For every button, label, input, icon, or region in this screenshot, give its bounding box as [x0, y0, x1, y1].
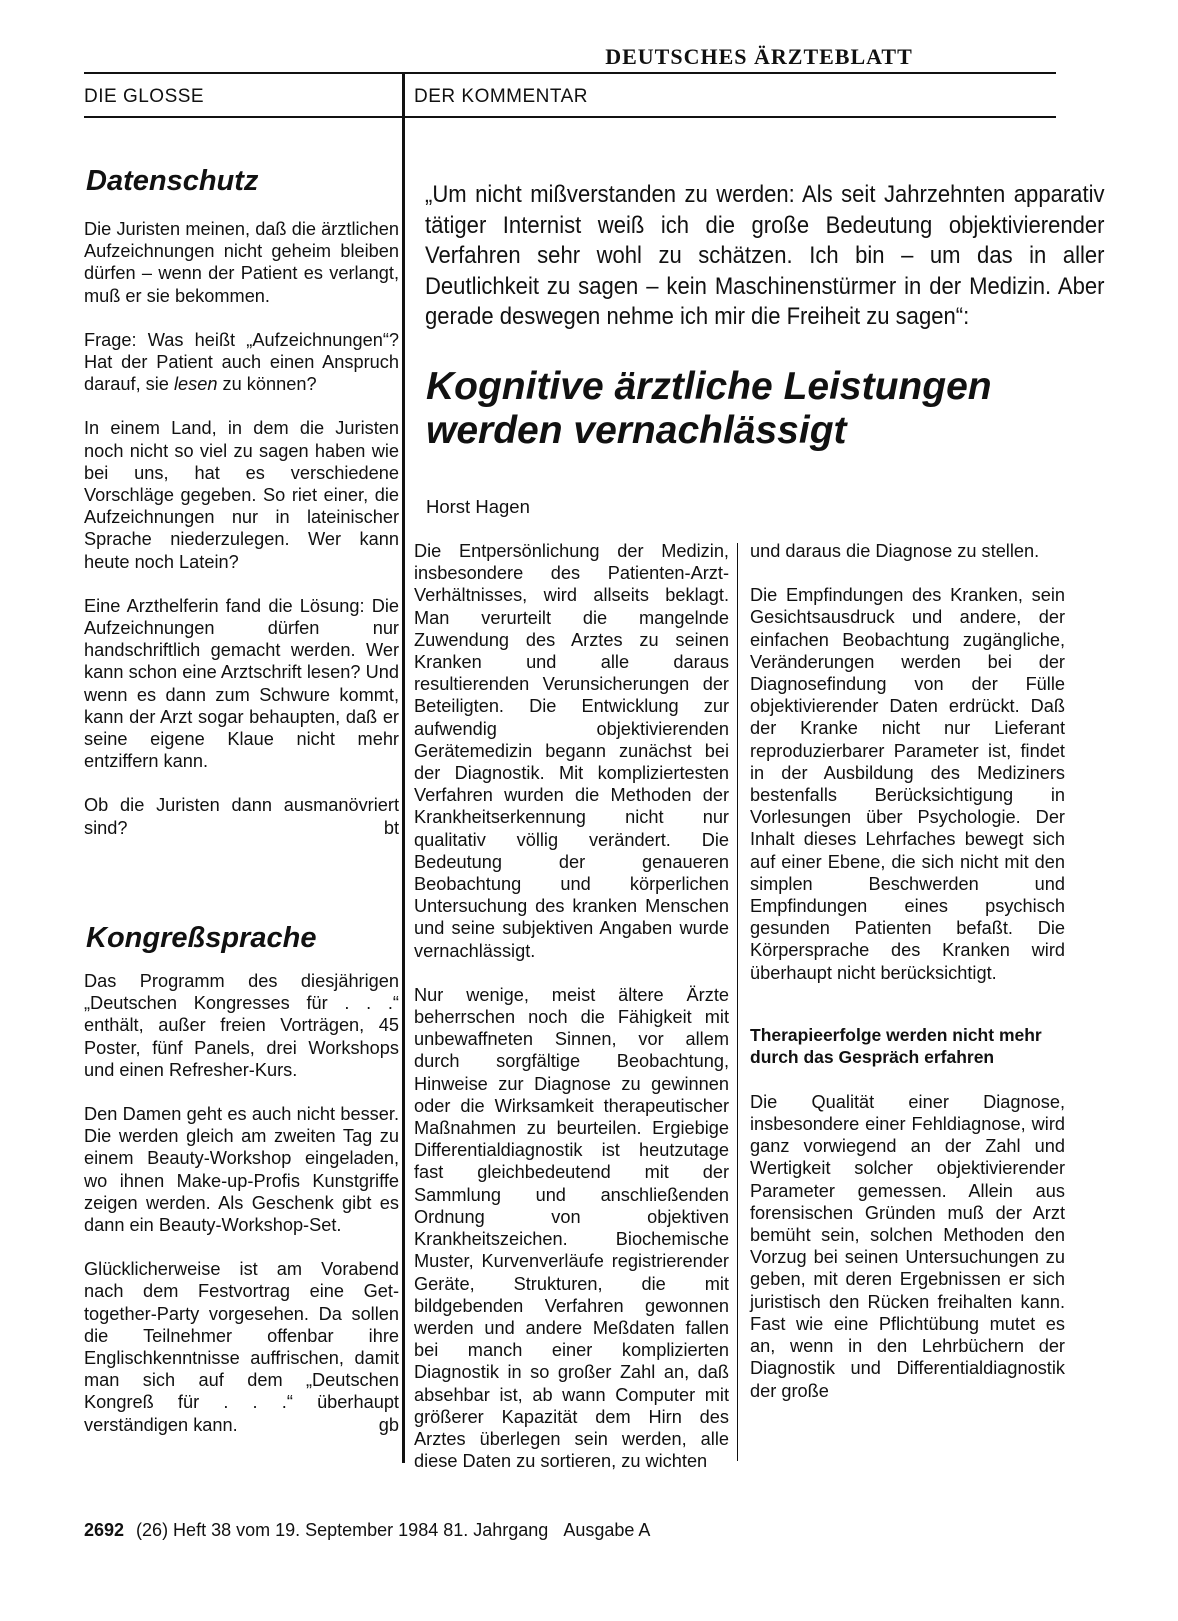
kommentar-column-2-paragraph-3: Die Qualität einer Diagnose, insbesondere einer Fehldiagnose, wird ganz vorwiegend an der Zahl und Wertigkeit solcher objektivierender Parameter gemessen. Allein aus forensischen Gründen muß der Arzt bemüht sein, solchen Methoden den Vorzug bei seinen Untersuchungen zu geben, mit deren Ergebnissen er sich juristisch den Rücken freihalten kann. Fast wie eine Pflichtübung mutet es an, wenn in den Lehrbüchern der Diagnostik und Differentialdiagnostik der große	[750, 1091, 1065, 1401]
datenschutz-paragraph-5-text: Ob die Juristen dann ausmanövriert sind?	[84, 795, 399, 838]
kongress-paragraph-2: Den Damen geht es auch nicht besser. Die werden gleich am zweiten Tag zu einem Beauty-Workshop eingeladen, wo ihnen Make-up-Profis Kunstgriffe zeigen werden. Als Geschenk gibt es dann ein Beauty-Workshop-Set.	[84, 1104, 399, 1236]
kongress-paragraph-3	[84, 1258, 399, 1436]
kongress-paragraph-3-text: Glücklicherweise ist am Vorabend nach dem Festvortrag eine Get-together-Party vorgesehen. Da sollen die Teilnehmer offenbar ihre Englischkenntnisse auffrischen, damit man sich auf dem „Deutschen Kongreß für . . .“ überhaupt verständigen kann.	[84, 1259, 399, 1435]
issue-info: (26) Heft 38 vom 19. September 1984 81. Jahrgang	[136, 1520, 549, 1540]
kommentar-title: Kognitive ärztliche Leistungen werden vernachlässigt	[426, 365, 992, 452]
kongress-body	[84, 970, 399, 1458]
page-footer	[84, 1520, 650, 1541]
masthead-rule	[84, 72, 1056, 74]
kommentar-column-2-paragraph-2: Die Empfindungen des Kranken, sein Gesichtsausdruck und andere, der einfachen Beobachtung zugängliche, Veränderungen werden bei der Diagnosefindung von der Fülle objektivierender Daten erdrückt. Daß der Kranke nicht nur Lieferant reproduzierbarer Parameter ist, findet in der Ausbildung des Mediziners bestenfalls Berücksichtigung in Vorlesungen über Psychologie. Der Inhalt dieses Lehrfaches bewegt sich auf einer Ebene, die sich nicht mit den simplen Beschwerden und Empfindungen eines psychisch gesunden Patienten befaßt. Die Körpersprache des Kranken wird überhaupt nicht berücksichtigt.	[750, 585, 1065, 983]
section-label-kommentar: DER KOMMENTAR	[414, 86, 588, 107]
datenschutz-emphasis: lesen	[173, 374, 218, 395]
section-label-glosse: DIE GLOSSE	[84, 86, 205, 107]
kommentar-column-2	[750, 540, 1065, 1424]
section-rule	[84, 116, 1056, 118]
datenschutz-paragraph-4: Eine Arzthelferin fand die Lösung: Die Aufzeichnungen dürfen nur handschriftlich gemacht werden. Wer kann schon eine Arztschrift lesen? Und wenn es dann zum Schwure kommt, kann der Arzt sogar behaupten, daß er seine eigene Klaue nicht mehr entziffern kann.	[84, 595, 399, 772]
kongress-paragraph-1: Das Programm des diesjährigen „Deutschen Kongresses für . . .“ enthält, außer freien Vorträgen, 45 Poster, fünf Panels, drei Workshops und einen Refresher-Kurs.	[84, 971, 399, 1080]
masthead: DEUTSCHES ÄRZTEBLATT	[605, 44, 913, 69]
datenschutz-body	[84, 218, 399, 861]
body-column-divider	[737, 543, 738, 1461]
kommentar-column-1-paragraph-1: Die Entpersönlichung der Medizin, insbesondere des Patienten-Arzt-Verhältnisses, wird allseits beklagt. Man verurteilt die mangelnde Zuwendung des Arztes zu seinen Kranken und alle daraus resultierenden Verunsicherungen der Beteiligten. Die Entwicklung zur aufwendig objektivierenden Gerätemedizin begann zunächst bei der Diagnostik. Mit kompliziertesten Verfahren wurden die Methoden der Krankheitserkennung nicht nur qualitativ völlig verändert. Die Bedeutung der genaueren Beobachtung und körperlichen Untersuchung des kranken Menschen und seine subjektiven Angaben wurde vernachlässigt.	[414, 541, 729, 961]
datenschutz-paragraph-3: In einem Land, in dem die Juristen noch nicht so viel zu sagen haben wie bei uns, hat es verschiedene Vorschläge gegeben. So riet einer, die Aufzeichnungen nur in lateinischer Sprache niederzulegen. Wer kann heute noch Latein?	[84, 418, 399, 572]
datenschutz-paragraph-1: Die Juristen meinen, daß die ärztlichen Aufzeichnungen nicht geheim bleiben dürfen – wenn der Patient es verlangt, muß er sie bekommen.	[84, 219, 399, 306]
datenschutz-paragraph-2	[84, 329, 399, 396]
datenschutz-paragraph-5	[84, 794, 399, 838]
kommentar-subhead: Therapieerfolge werden nicht mehr durch das Gespräch erfahren	[750, 1024, 1042, 1068]
kommentar-column-1-paragraph-2: Nur wenige, meist ältere Ärzte beherrschen noch die Fähigkeit mit unbewaffneten Sinnen, vor allem durch sorgfältige Beobachtung, Hinweise zur Diagnose zu gewinnen oder die Wirksamkeit therapeutischer Maßnahmen zu beurteilen. Ergiebige Differentialdiagnostik ist heutzutage fast gleichbedeutend mit der Sammlung und anschließenden Ordnung von objektiven Krankheitszeichen. Biochemische Muster, Kurvenverläufe registrierender Geräte, Strukturen, die mit bildgebenden Verfahren gewonnen werden und andere Meßdaten fallen bei manch einer komplizierten Diagnostik in so großer Zahl an, daß absehbar ist, ab wann Computer mit größerer Kapazität dem Hirn des Arztes überlegen sein werden, alle diese Daten zu sortieren, zu wichten	[414, 984, 729, 1472]
page-number: 2692	[84, 1520, 125, 1540]
edition-label: Ausgabe A	[563, 1520, 651, 1540]
kommentar-author: Horst Hagen	[426, 496, 530, 517]
kongress-signature: gb	[378, 1414, 399, 1435]
kongress-title: Kongreßsprache	[86, 922, 317, 954]
datenschutz-paragraph-2-pre: Frage: Was heißt „Aufzeichnungen“? Hat der Patient auch einen Anspruch darauf, sie	[84, 329, 399, 395]
kommentar-column-1	[414, 540, 729, 1494]
column-divider	[402, 73, 405, 1463]
kommentar-column-2-paragraph-1: und daraus die Diagnose zu stellen.	[750, 541, 1040, 561]
datenschutz-paragraph-2-post: zu können?	[217, 374, 317, 395]
datenschutz-title: Datenschutz	[86, 165, 259, 197]
datenschutz-signature: bt	[383, 817, 399, 838]
kommentar-quote: „Um nicht mißverstanden zu werden: Als seit Jahrzehnten apparativ tätiger Internist weiß ich die große Bedeutung objektivierender Verfahren sehr wohl zu schätzen. Ich bin – um das in aller Deutlichkeit zu sagen – kein Maschinenstürmer in der Medizin. Aber gerade deswegen nehme ich mir die Freiheit zu sagen“:	[425, 181, 1105, 330]
